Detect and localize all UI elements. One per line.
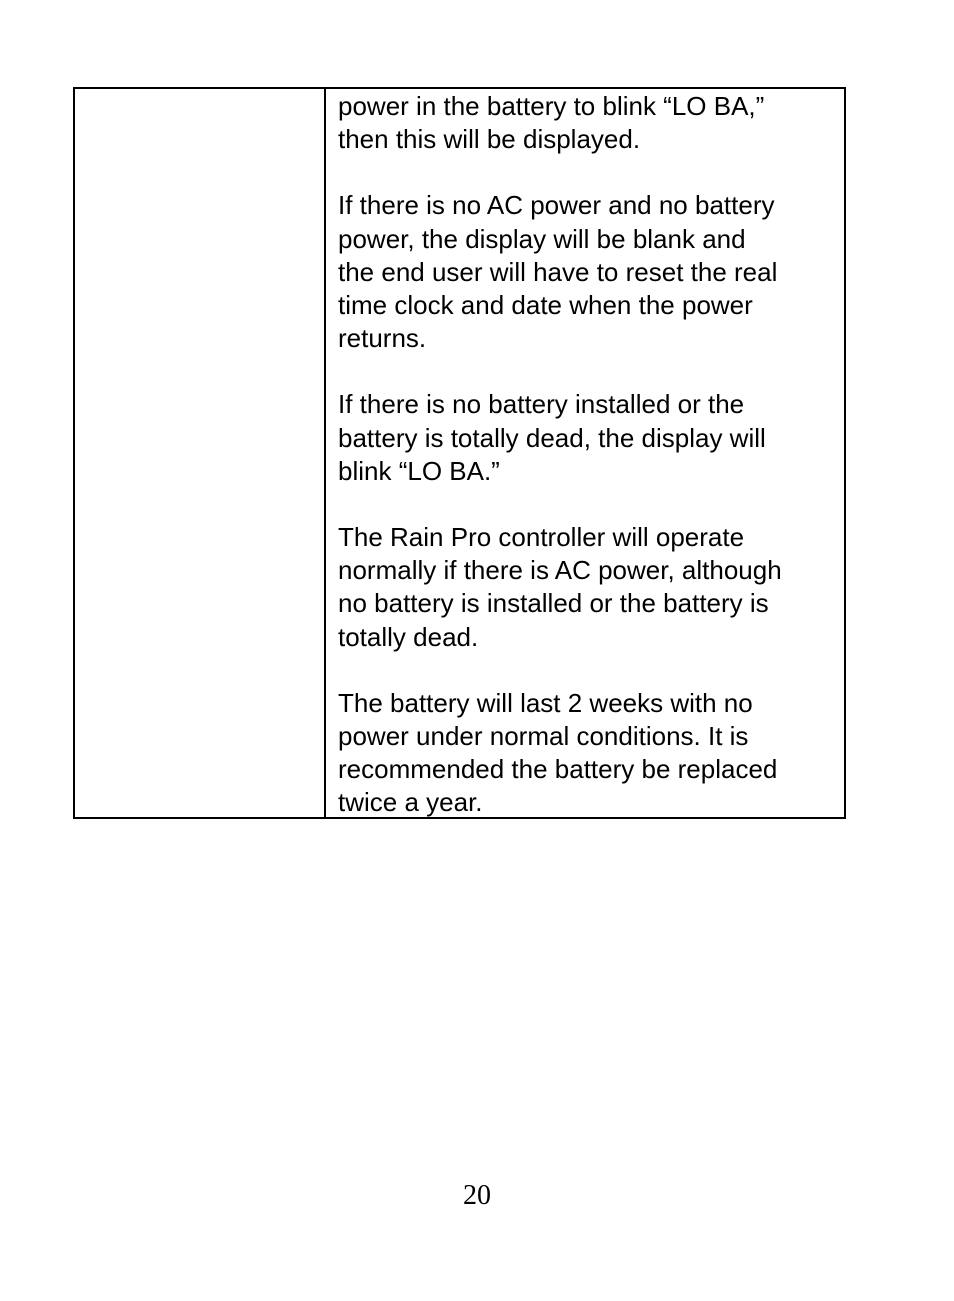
page-number: 20 (463, 1180, 491, 1211)
paragraph-no-power-blank-display: If there is no AC power and no battery power, the display will be blank and the end user will have to reset the real time clock and date when the power returns. (338, 190, 778, 354)
table-left-cell (75, 89, 326, 817)
content-table (73, 87, 846, 819)
paragraph-battery-life: The battery will last 2 weeks with no power under normal conditions. It is recommended the battery be replaced twice a year. (338, 687, 778, 817)
paragraph-normal-operation: The Rain Pro controller will operate normally if there is AC power, although no battery is installed or the battery is totally dead. (338, 522, 782, 652)
table-right-cell (326, 89, 844, 817)
paragraph-no-battery-blink: If there is no battery installed or the battery is totally dead, the display will blink “LO BA.” (338, 389, 766, 486)
paragraph-lo-ba-display: power in the battery to blink “LO BA,” then this will be displayed. (338, 91, 765, 155)
